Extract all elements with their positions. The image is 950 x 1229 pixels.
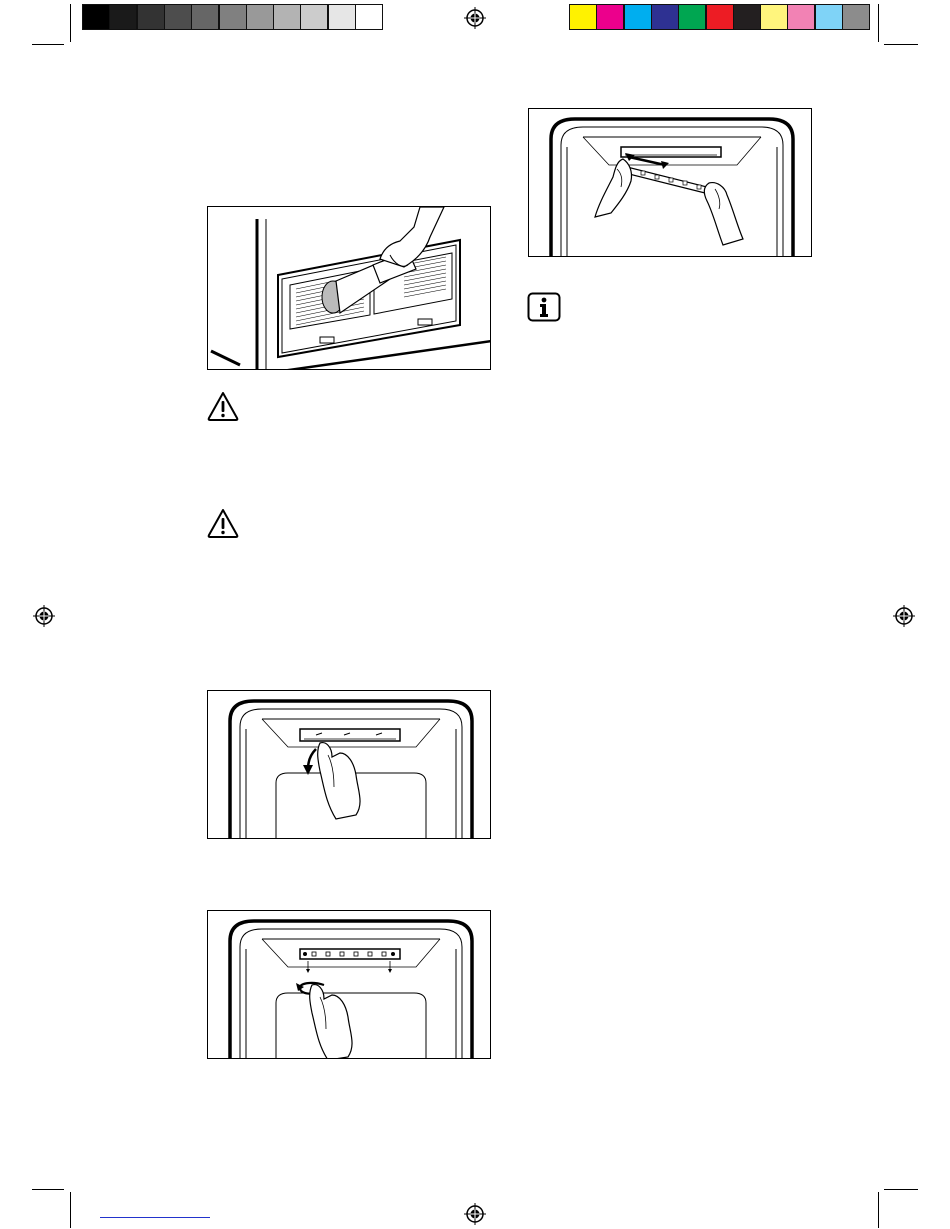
registration-mark-left (33, 605, 55, 627)
grayscale-swatch (328, 4, 356, 30)
color-swatch (651, 4, 679, 30)
grayscale-swatch (246, 4, 274, 30)
registration-mark-bottom (464, 1203, 486, 1225)
crop-mark-top-right-v (878, 4, 879, 42)
warning-triangle-icon (206, 390, 240, 422)
grayscale-swatch (82, 4, 110, 30)
registration-mark-right (893, 605, 915, 627)
color-swatch (678, 4, 706, 30)
figure-vacuum-grille (207, 206, 491, 370)
crop-mark-top-left-h (32, 44, 64, 45)
color-swatch (842, 4, 870, 30)
information-icon (527, 292, 561, 322)
crop-mark-top-right-h (884, 44, 918, 45)
grayscale-swatch (273, 4, 301, 30)
grayscale-swatch (191, 4, 219, 30)
color-swatch (815, 4, 843, 30)
crop-mark-bottom-right-v (878, 1192, 879, 1228)
color-swatch (787, 4, 815, 30)
color-swatch (624, 4, 652, 30)
warning-icon-2-container (206, 507, 240, 539)
color-swatch (596, 4, 624, 30)
crosshair-registration-icon (893, 605, 915, 627)
crop-mark-bottom-right-h (884, 1189, 918, 1190)
registration-mark-top (464, 7, 486, 29)
grayscale-swatch (219, 4, 247, 30)
crosshair-registration-icon (464, 7, 486, 29)
color-swatch (569, 4, 597, 30)
crop-mark-top-left-v (70, 4, 71, 42)
warning-triangle-icon (206, 507, 240, 539)
crop-mark-bottom-left-h (32, 1189, 64, 1190)
color-swatch (760, 4, 788, 30)
grayscale-swatch (164, 4, 192, 30)
color-swatch (706, 4, 734, 30)
grayscale-swatch (137, 4, 165, 30)
figure-lamp-screw-removal (207, 910, 491, 1059)
footer-link-underline[interactable] (100, 1217, 210, 1218)
grayscale-swatch (355, 4, 383, 30)
figure-lamp-cover-release (207, 690, 491, 839)
grayscale-swatch (109, 4, 137, 30)
crosshair-registration-icon (464, 1203, 486, 1225)
color-swatch (733, 4, 761, 30)
crosshair-registration-icon (33, 605, 55, 627)
grayscale-swatch (300, 4, 328, 30)
info-icon-container (527, 292, 561, 322)
crop-mark-bottom-left-v (70, 1192, 71, 1228)
warning-icon-1-container (206, 390, 240, 422)
figure-lamp-strip-replacement (528, 108, 812, 257)
